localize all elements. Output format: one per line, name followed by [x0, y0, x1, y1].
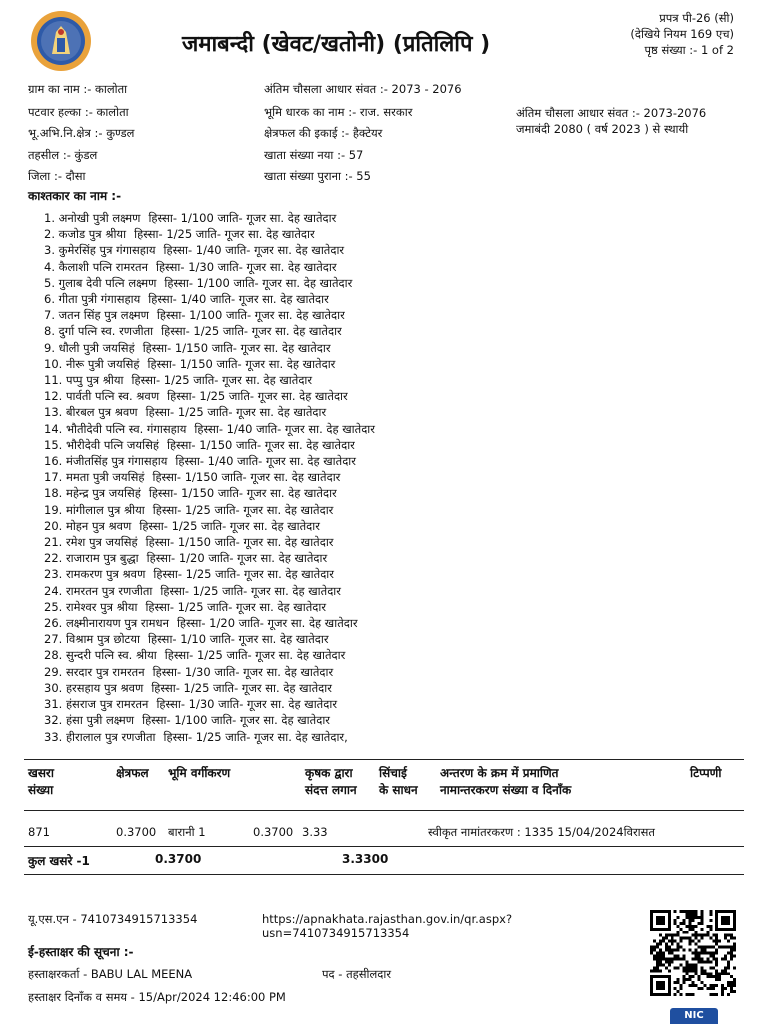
- cultivator-item: [44, 469, 375, 485]
- cultivator-name: 10. नीरू पुत्री जयसिहं: [44, 356, 140, 371]
- cultivator-share: हिस्सा- 1/25 जाति- गूजर सा. देह खातेदार,: [163, 729, 348, 744]
- cultivator-share: हिस्सा- 1/40 जाति- गूजर सा. देह खातेदार: [163, 243, 345, 258]
- sign-datetime: हस्ताक्षर दिनाँक व समय - 15/Apr/2024 12:46:00 PM: [28, 990, 286, 1004]
- cultivator-name: 24. रामरतन पुत्र रणजीता: [44, 583, 153, 598]
- cultivator-share: हिस्सा- 1/20 जाति- गूजर सा. देह खातेदार: [146, 551, 328, 566]
- cultivator-item: [44, 323, 375, 339]
- cultivator-name: 6. गीता पुत्री गंगासहाय: [44, 292, 141, 307]
- cultivator-share: हिस्सा- 1/100 जाति- गूजर सा. देह खातेदार: [148, 211, 337, 225]
- page-title: जमाबन्दी (खेवट/खतोनी) (प्रतिलिपि ): [182, 32, 491, 57]
- cultivator-item: [44, 291, 375, 307]
- cultivator-share: हिस्सा- 1/40 जाति- गूजर सा. देह खातेदार: [194, 421, 375, 436]
- cultivator-share: हिस्सा- 1/25 जाति- गूजर सा. देह खातेदार: [151, 680, 332, 695]
- form-number: प्रपत्र पी-26 (सी): [659, 11, 734, 25]
- cultivator-item: [44, 599, 375, 615]
- cultivator-item: [44, 583, 375, 599]
- cultivator-name: 32. हंसा पुत्री लक्ष्मण: [44, 713, 135, 728]
- cultivator-name: 15. भौरीदेवी पत्नि जयसिहं: [44, 437, 159, 452]
- settlement-year: अंतिम चौसला आधार संवत :- 2073 - 2076: [264, 82, 462, 96]
- cultivator-item: [44, 421, 375, 437]
- cultivator-name: 7. जतन सिंह पुत्र लक्ष्मण: [44, 308, 149, 323]
- cultivator-share: हिस्सा- 1/30 जाति- गूजर सा. देह खातेदार: [155, 259, 337, 274]
- cultivator-share: हिस्सा- 1/150 जाति- गूजर सा. देह खातेदार: [145, 535, 334, 550]
- cultivator-item: [44, 356, 375, 372]
- table-row-rule: [24, 846, 744, 847]
- cultivator-name: 31. हंसराज पुत्र रामरतन: [44, 697, 149, 712]
- cultivator-item: [44, 566, 375, 582]
- cultivator-name: 21. रमेश पुत्र जयसिहं: [44, 535, 138, 550]
- cultivator-name: 8. दुर्गा पत्नि स्व. रणजीता: [44, 324, 154, 339]
- cultivator-name: 23. रामकरण पुत्र श्रवण: [44, 567, 146, 582]
- cultivator-share: हिस्सा- 1/25 जाति- गूजर सा. देह खातेदार: [164, 648, 346, 663]
- cultivator-share: हिस्सा- 1/40 जाति- गूजर सा. देह खातेदार: [148, 292, 329, 307]
- cultivator-name: 17. ममता पुत्री जयसिहं: [44, 470, 145, 485]
- cultivator-item: [44, 372, 375, 388]
- land-record-area: भू.अभि.नि.क्षेत्र :- कुण्डल: [28, 126, 135, 140]
- rajasthan-emblem-icon: [30, 10, 92, 72]
- header-remarks: टिप्पणी: [690, 766, 722, 780]
- total-rent: 3.3300: [342, 852, 389, 866]
- page-number: पृष्ठ संख्या :- 1 of 2: [644, 43, 734, 57]
- cultivator-share: हिस्सा- 1/25 जाति- गूजर सा. देह खातेदार: [145, 405, 327, 420]
- form-reference: [630, 10, 734, 58]
- header-land-class: भूमि वर्गीकरण: [168, 766, 231, 780]
- cultivator-item: [44, 453, 375, 469]
- cultivator-item: [44, 242, 375, 258]
- cultivator-name: 30. हरसहाय पुत्र श्रवण: [44, 680, 144, 695]
- cultivator-name: 22. राजाराम पुत्र बुद्धा: [44, 551, 139, 566]
- cultivator-item: [44, 631, 375, 647]
- cultivator-item: [44, 502, 375, 518]
- cultivator-item: [44, 534, 375, 550]
- cultivator-name: 27. विश्राम पुत्र छोटया: [44, 632, 140, 647]
- cultivator-name: 20. मोहन पुत्र श्रवण: [44, 518, 132, 533]
- settlement-year-right: अंतिम चौसला आधार संवत :- 2073-2076: [516, 106, 707, 120]
- cultivator-share: हिस्सा- 1/25 जाति- गूजर सा. देह खातेदार: [167, 389, 348, 404]
- district-name: जिला :- दौसा: [28, 169, 86, 183]
- cultivator-share: हिस्सा- 1/20 जाति- गूजर सा. देह खातेदार: [176, 616, 358, 631]
- tehsil-name: तहसील :- कुंडल: [28, 148, 98, 162]
- cultivator-item: [44, 340, 375, 356]
- cultivator-item: [44, 729, 375, 745]
- cultivator-name: 26. लक्ष्मीनारायण पुत्र रामधन: [44, 616, 169, 631]
- holder-name: भूमि धारक का नाम :- राज. सरकार: [264, 105, 413, 119]
- cultivator-share: हिस्सा- 1/25 जाति- गूजर सा. देह खातेदार: [161, 324, 342, 339]
- cultivator-item: [44, 307, 375, 323]
- cultivator-name: 28. सुन्दरी पत्नि स्व. श्रीया: [44, 648, 157, 663]
- cultivator-name: 33. हीरालाल पुत्र रणजीता: [44, 729, 156, 744]
- cultivator-name: 16. मंजीतसिंह पुत्र गंगासहाय: [44, 454, 168, 469]
- cultivator-name: 19. मांगीलाल पुत्र श्रीया: [44, 502, 145, 517]
- verify-link[interactable]: https://apnakhata.rajasthan.gov.in/qr.aspx? usn=7410734915713354: [262, 912, 513, 940]
- cultivator-item: [44, 404, 375, 420]
- cultivator-share: हिस्सा- 1/25 जाति- गूजर सा. देह खातेदार: [145, 599, 327, 614]
- cultivator-item: [44, 259, 375, 275]
- cultivator-name: 1. अनोखी पुत्री लक्ष्मण: [44, 211, 141, 225]
- header-area: क्षेत्रफल: [116, 766, 149, 780]
- header-mutation: अन्तरण के क्रम में प्रमाणित नामान्तरकरण संख्या व दिनाँक: [440, 766, 572, 797]
- cultivator-name: 2. कजोड पुत्र श्रीया: [44, 227, 127, 242]
- cultivator-share: हिस्सा- 1/150 जाति- गूजर सा. देह खातेदार: [152, 470, 341, 485]
- cultivator-name: 4. कैलाशी पत्नि रामरतन: [44, 259, 148, 274]
- cell-class-area: 0.3700: [253, 825, 294, 839]
- cultivator-name: 9. धौली पुत्री जयसिहं: [44, 340, 135, 355]
- cultivator-item: [44, 615, 375, 631]
- total-label: कुल खसरे -1: [28, 854, 90, 868]
- header-khasra: खसरा संख्या: [28, 766, 54, 797]
- cultivator-share: हिस्सा- 1/25 जाति- गूजर सा. देह खातेदार: [152, 502, 334, 517]
- cultivator-name: 29. सरदार पुत्र रामरतन: [44, 664, 145, 679]
- cultivator-share: हिस्सा- 1/10 जाति- गूजर सा. देह खातेदार: [148, 632, 329, 647]
- table-bottom-rule: [24, 874, 744, 875]
- cell-land-class: बारानी 1: [168, 825, 206, 839]
- cultivator-item: [44, 712, 375, 728]
- khata-number-new: खाता संख्या नया :- 57: [264, 148, 364, 162]
- usn-number: यू.एस.एन - 7410734915713354: [28, 912, 198, 926]
- khata-number-old: खाता संख्या पुराना :- 55: [264, 169, 371, 183]
- cultivator-share: हिस्सा- 1/30 जाति- गूजर सा. देह खातेदार: [156, 697, 338, 712]
- cultivator-name: 3. कुमेरसिंह पुत्र गंगासहाय: [44, 243, 156, 258]
- cultivator-item: [44, 696, 375, 712]
- cultivator-item: [44, 680, 375, 696]
- cultivator-name: 25. रामेश्वर पुत्र श्रीया: [44, 599, 138, 614]
- cell-khasra: 871: [28, 825, 50, 839]
- cultivator-share: हिस्सा- 1/25 जाति- गूजर सा. देह खातेदार: [134, 227, 315, 242]
- total-area: 0.3700: [155, 852, 202, 866]
- cultivator-name: 5. गुलाब देवी पत्नि लक्ष्मण: [44, 275, 157, 290]
- cultivator-item: [44, 210, 375, 226]
- header-irrigation: सिंचाई के साधन: [379, 766, 418, 797]
- cultivator-name: 13. बीरबल पुत्र श्रवण: [44, 405, 138, 420]
- table-top-rule: [24, 759, 744, 760]
- cultivator-list: [44, 210, 375, 745]
- cultivator-share: हिस्सा- 1/30 जाति- गूजर सा. देह खातेदार: [152, 664, 334, 679]
- cultivator-item: [44, 388, 375, 404]
- cultivator-item: [44, 664, 375, 680]
- cell-area: 0.3700: [116, 825, 157, 839]
- cultivator-share: हिस्सा- 1/25 जाति- गूजर सा. देह खातेदार: [131, 373, 313, 388]
- cultivator-share: हिस्सा- 1/150 जाति- गूजर सा. देह खातेदार: [148, 486, 337, 501]
- area-unit: क्षेत्रफल की इकाई :- हैक्टेयर: [264, 126, 383, 140]
- patwar-halka: पटवार हल्का :- कालोता: [28, 105, 129, 119]
- rule-reference: (देखिये नियम 169 एच): [630, 27, 734, 41]
- table-header-rule: [24, 810, 744, 811]
- nic-logo: NIC: [670, 1008, 718, 1024]
- cultivator-share: हिस्सा- 1/150 जाति- गूजर सा. देह खातेदार: [142, 340, 331, 355]
- cultivators-heading: काश्तकार का नाम :-: [28, 189, 122, 203]
- cultivator-share: हिस्सा- 1/100 जाति- गूजर सा. देह खातेदार: [156, 308, 345, 323]
- signer-name: हस्ताक्षरकर्ता - BABU LAL MEENA: [28, 967, 193, 981]
- cultivator-name: 12. पार्वती पत्नि स्व. श्रवण: [44, 389, 160, 404]
- header-rent: कृषक द्वारा संदत्त लगान: [305, 766, 357, 797]
- cultivator-share: हिस्सा- 1/25 जाति- गूजर सा. देह खातेदार: [153, 567, 334, 582]
- cultivator-item: [44, 437, 375, 453]
- cultivator-item: [44, 275, 375, 291]
- cell-mutation: स्वीकृत नामांतरकरण : 1335 15/04/2024विरासत: [428, 825, 655, 839]
- cultivator-name: 18. महेन्द्र पुत्र जयसिहं: [44, 486, 141, 501]
- cultivator-item: [44, 550, 375, 566]
- jamabandi-year: जमाबंदी 2080 ( वर्ष 2023 ) से स्थायी: [516, 122, 689, 136]
- cultivator-share: हिस्सा- 1/100 जाति- गूजर सा. देह खातेदार: [164, 275, 353, 290]
- cultivator-item: [44, 226, 375, 242]
- cultivator-share: हिस्सा- 1/150 जाति- गूजर सा. देह खातेदार: [166, 437, 355, 452]
- cultivator-name: 14. भौतीदेवी पत्नि स्व. गंगासहाय: [44, 421, 187, 436]
- cultivator-share: हिस्सा- 1/25 जाति- गूजर सा. देह खातेदार: [160, 583, 341, 598]
- cultivator-item: [44, 518, 375, 534]
- esign-heading: ई-हस्ताक्षर की सूचना :-: [28, 945, 134, 959]
- cultivator-share: हिस्सा- 1/40 जाति- गूजर सा. देह खातेदार: [175, 454, 356, 469]
- signer-post: पद - तहसीलदार: [322, 967, 392, 981]
- qr-code-icon: [650, 910, 736, 996]
- cultivator-share: हिस्सा- 1/150 जाति- गूजर सा. देह खातेदार: [147, 356, 336, 371]
- cultivator-share: हिस्सा- 1/100 जाति- गूजर सा. देह खातेदार: [142, 713, 330, 728]
- cultivator-item: [44, 485, 375, 501]
- cell-rent: 3.33: [302, 825, 328, 839]
- village-name: ग्राम का नाम :- कालोता: [28, 82, 128, 96]
- cultivator-name: 11. पप्पु पुत्र श्रीया: [44, 373, 124, 388]
- cultivator-item: [44, 647, 375, 663]
- cultivator-share: हिस्सा- 1/25 जाति- गूजर सा. देह खातेदार: [139, 518, 320, 533]
